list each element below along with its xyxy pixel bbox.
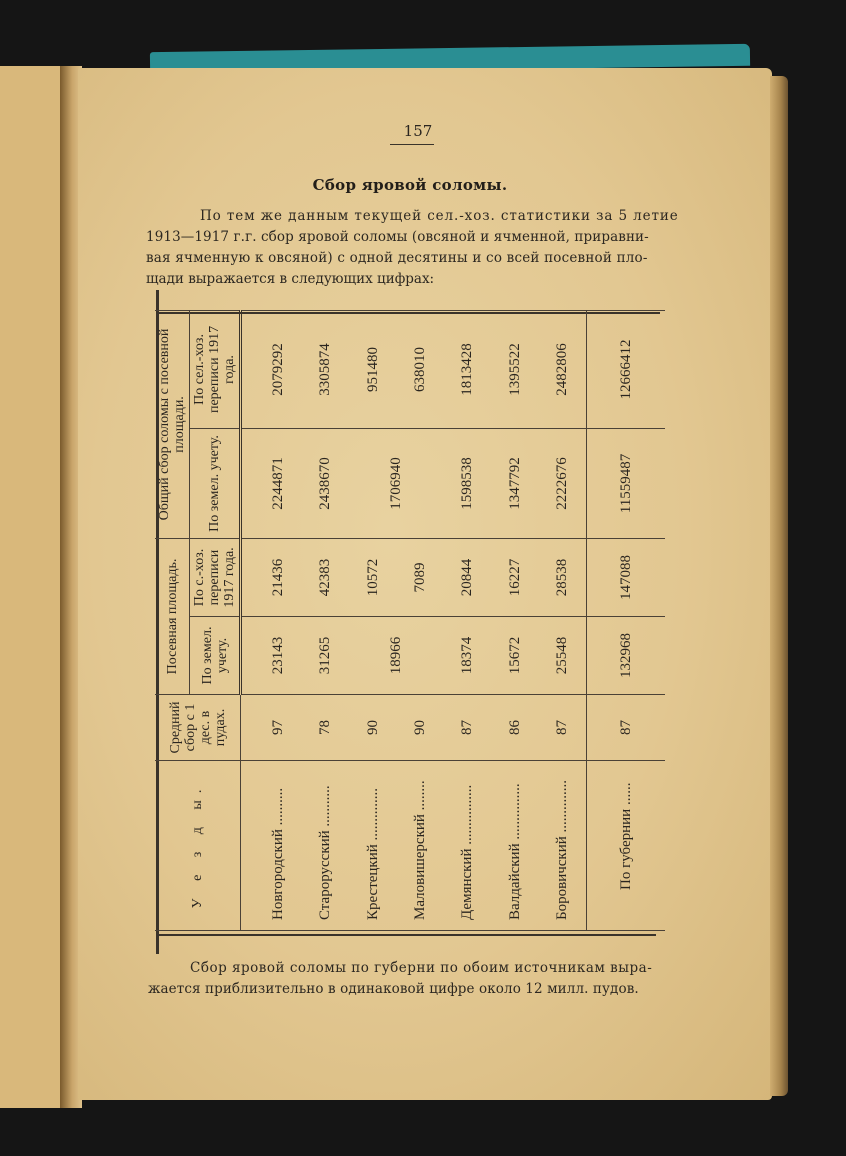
column-header-area-census: По с.-хоз. переписи 1917 года.: [190, 538, 241, 616]
area-census-cell: 20844: [444, 538, 491, 616]
intro-line: щади выражается в следующих цифрах:: [146, 271, 435, 287]
uezd-name: Крестецкий ..............: [350, 761, 397, 931]
avg-cell: 87: [444, 695, 491, 761]
table-row: [492, 310, 539, 930]
table-row: [539, 310, 587, 930]
page-stack-edge: [770, 76, 788, 1096]
avg-cell: 78: [302, 695, 349, 761]
column-header-total-zemel: По земел. учету.: [190, 428, 241, 538]
column-header-total: Общий сбор соломы с посевной площади.: [155, 310, 190, 538]
intro-line: 1913—1917 г.г. сбор яровой соломы (овсяной и ячменной, приравни-: [146, 229, 649, 245]
total-census-cell: 1395522: [492, 310, 539, 428]
area-zemel-cell: 18374: [444, 617, 491, 695]
total-label: По губернии ......: [587, 761, 665, 931]
column-header-total-census: По сел.-хоз. переписи 1917 года.: [190, 310, 241, 428]
total-zemel-cell-merged: 1706940: [350, 428, 445, 538]
total-zemel-cell: 2438670: [302, 428, 349, 538]
column-header-area-zemel: По земел. учету.: [190, 617, 241, 695]
avg-cell: 90: [350, 695, 397, 761]
table-frame-line: [156, 934, 656, 936]
total-zemel-cell: 1598538: [444, 428, 491, 538]
intro-paragraph: [146, 206, 679, 290]
area-zemel-cell-merged: 18966: [350, 617, 445, 695]
area-census-cell: 28538: [539, 538, 587, 616]
uezd-name: Демянский ................: [444, 761, 491, 931]
area-census-cell: 7089: [397, 538, 444, 616]
area-zemel-cell: 15672: [492, 617, 539, 695]
avg-cell: 90: [397, 695, 444, 761]
total-census-cell: 3305874: [302, 310, 349, 428]
total-census-cell: 951480: [350, 310, 397, 428]
closing-line: Сбор яровой соломы по губерни по обоим источникам выра-: [190, 960, 653, 976]
uezd-name: Маловишерский ........: [397, 761, 444, 931]
table-row: [350, 310, 397, 930]
closing-line: жается приблизительно в одинаковой цифре около 12 милл. пудов.: [148, 981, 639, 997]
column-header-uezd: У е з д ы.: [155, 761, 241, 931]
column-header-avg: Средний сбор с 1 дес. в пудах.: [155, 695, 241, 761]
avg-cell: 97: [255, 695, 302, 761]
closing-paragraph: [148, 958, 668, 1000]
area-census-cell: 16227: [492, 538, 539, 616]
straw-yield-table: [155, 311, 665, 931]
left-page: [0, 66, 66, 1108]
table-total-row: [587, 310, 665, 930]
avg-cell: 87: [587, 695, 665, 761]
table-row: [255, 310, 302, 930]
total-census-cell: 12666412: [587, 310, 665, 428]
intro-line: вая ячменную к овсяной) с одной десятины и со всей посевной пло-: [146, 250, 648, 266]
total-census-cell: 638010: [397, 310, 444, 428]
area-census-cell: 21436: [255, 538, 302, 616]
area-zemel-cell: 31265: [302, 617, 349, 695]
total-census-cell: 2482806: [539, 310, 587, 428]
column-header-area: Посевная площадь.: [155, 538, 190, 694]
area-zemel-cell: 23143: [255, 617, 302, 695]
total-zemel-cell: 2222676: [539, 428, 587, 538]
total-zemel-cell: 1347792: [492, 428, 539, 538]
table-row: [444, 310, 491, 930]
area-census-cell: 10572: [350, 538, 397, 616]
total-census-cell: 1813428: [444, 310, 491, 428]
intro-line: По тем же данным текущей сел.-хоз. статистики за 5 летие: [200, 208, 679, 224]
total-zemel-cell: 11559487: [587, 428, 665, 538]
area-zemel-cell: 132968: [587, 617, 665, 695]
avg-cell: 86: [492, 695, 539, 761]
page-number: 157: [403, 122, 433, 140]
area-census-cell: 42383: [302, 538, 349, 616]
total-census-cell: 2079292: [255, 310, 302, 428]
page-number-rule: [390, 144, 434, 145]
area-zemel-cell: 25548: [539, 617, 587, 695]
uezd-name: Старорусский ...........: [302, 761, 349, 931]
area-census-cell: 147088: [587, 538, 665, 616]
table-row: [302, 310, 349, 930]
data-table: [155, 310, 665, 931]
uezd-name: Новгородский ..........: [255, 761, 302, 931]
uezd-name: Валдайский ...............: [492, 761, 539, 931]
uezd-name: Боровичский ..............: [539, 761, 587, 931]
avg-cell: 87: [539, 695, 587, 761]
section-heading: Сбор яровой соломы.: [312, 176, 508, 194]
total-zemel-cell: 2244871: [255, 428, 302, 538]
